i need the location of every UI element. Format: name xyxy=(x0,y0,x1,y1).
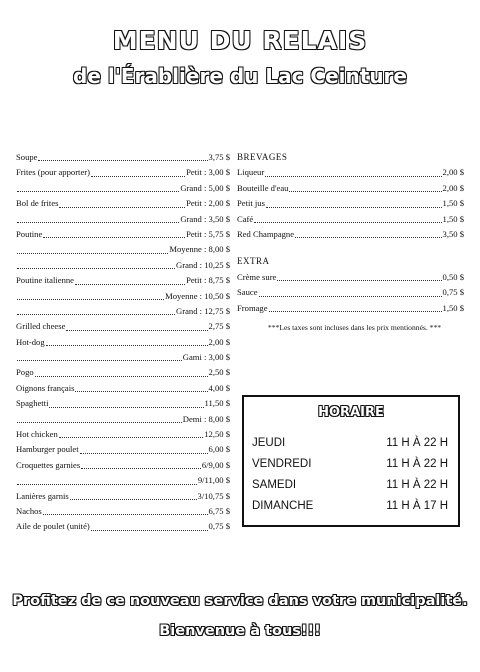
dot-leader xyxy=(269,311,442,312)
menu-item-name: Nachos xyxy=(16,505,42,516)
menu-item-price: 0,75 $ xyxy=(442,287,464,298)
menu-item-size: Grand xyxy=(176,259,198,270)
menu-item-price: 1,50 $ xyxy=(442,198,464,209)
size-separator: : xyxy=(201,244,209,255)
dot-leader xyxy=(17,191,179,192)
menu-item-price: 2,00 $ xyxy=(442,167,464,178)
menu-item-size: Moyenne xyxy=(165,290,198,301)
hours-time: 11 H À 17 H xyxy=(386,500,448,512)
menu-item-name: Oignons français xyxy=(16,382,75,393)
menu-item-name: Poutine xyxy=(16,228,43,239)
menu-item-price: 8,00 $ xyxy=(208,413,230,424)
menu-item-row xyxy=(237,301,464,316)
menu-item-row xyxy=(237,181,464,196)
menu-item-name: Crème sure xyxy=(237,271,277,282)
size-separator: : xyxy=(201,275,209,286)
dot-leader xyxy=(59,207,185,208)
dot-leader xyxy=(91,176,185,177)
size-separator: : xyxy=(201,167,209,178)
menu-item-size: Grand xyxy=(180,182,202,193)
menu-item-name: Sauce xyxy=(237,287,258,298)
hours-row xyxy=(252,458,448,470)
menu-item-row xyxy=(16,304,230,319)
menu-item-name: Spaghetti xyxy=(16,398,49,409)
menu-item-row xyxy=(16,473,230,488)
dot-leader xyxy=(17,268,175,269)
hours-day: JEUDI xyxy=(252,437,286,449)
menu-item-price: 3,75 $ xyxy=(208,151,230,162)
menu-item-row xyxy=(237,165,464,180)
menu-subtitle: de l'Érablière du Lac Ceinture xyxy=(73,64,407,88)
menu-item-name: Hot-dog xyxy=(16,336,45,347)
dot-leader xyxy=(38,160,207,161)
dot-leader xyxy=(17,222,179,223)
menu-item-row xyxy=(16,442,230,457)
menu-title: MENU DU RELAIS xyxy=(112,26,368,55)
menu-item-row xyxy=(16,396,230,411)
dot-leader xyxy=(43,237,185,238)
menu-item-row xyxy=(16,365,230,380)
menu-item-price: 0,75 $ xyxy=(208,521,230,532)
footer-welcome-text: Bienvenue à tous!!! xyxy=(159,623,321,639)
dot-leader xyxy=(266,207,442,208)
drinks-extras-column xyxy=(237,150,464,335)
hours-row xyxy=(252,479,448,491)
hours-box xyxy=(242,395,460,527)
menu-item-name: Hot chicken xyxy=(16,429,58,440)
menu-item-name: Hamburger poulet xyxy=(16,444,79,455)
menu-item-row xyxy=(16,212,230,227)
menu-item-name: Aile de poulet (unité) xyxy=(16,521,90,532)
hours-day: DIMANCHE xyxy=(252,500,314,512)
menu-item-row xyxy=(16,258,230,273)
dot-leader xyxy=(295,237,441,238)
menu-item-name: Bol de frites xyxy=(16,198,59,209)
menu-item-name: Liqueur xyxy=(237,167,265,178)
tax-note: ***Les taxes sont incluses dans les prix mentionnés. *** xyxy=(267,322,442,332)
menu-item-price: 3,50 $ xyxy=(442,228,464,239)
size-separator: : xyxy=(197,305,205,316)
dot-leader xyxy=(17,422,182,423)
hours-row xyxy=(252,500,448,512)
menu-item-name: Pogo xyxy=(16,367,34,378)
menu-item-price: 3/10,75 $ xyxy=(197,490,230,501)
menu-item-price: 9/11,00 $ xyxy=(197,475,230,486)
size-separator: : xyxy=(201,182,209,193)
size-separator: : xyxy=(197,259,205,270)
menu-item-price: 4,00 $ xyxy=(208,382,230,393)
menu-item-price: 8,75 $ xyxy=(208,275,230,286)
dot-leader xyxy=(277,280,441,281)
menu-item-row xyxy=(16,504,230,519)
dot-leader xyxy=(80,453,208,454)
hours-time: 11 H À 22 H xyxy=(386,458,448,470)
hours-row xyxy=(252,437,448,449)
menu-item-price: 2,00 $ xyxy=(442,182,464,193)
dot-leader xyxy=(70,499,197,500)
dot-leader xyxy=(17,484,197,485)
menu-item-price: 11,50 $ xyxy=(204,398,230,409)
menu-item-price: 2,00 $ xyxy=(208,198,230,209)
menu-item-name: Red Champagne xyxy=(237,228,295,239)
menu-item-name: Poutine italienne xyxy=(16,275,74,286)
menu-item-price: 1,50 $ xyxy=(442,213,464,224)
menu-item-name: Grilled cheese xyxy=(16,321,66,332)
dot-leader xyxy=(46,345,208,346)
menu-item-row xyxy=(16,519,230,534)
menu-item-size: Petit xyxy=(186,198,202,209)
menu-item-size: Gami xyxy=(182,352,202,363)
menu-item-size: Grand xyxy=(180,213,202,224)
menu-item-price: 12,75 $ xyxy=(204,305,230,316)
menu-item-price: 3,00 $ xyxy=(208,167,230,178)
menu-item-size: Demi xyxy=(182,413,202,424)
menu-item-price: 2,00 $ xyxy=(208,336,230,347)
dot-leader xyxy=(75,391,207,392)
menu-item-row xyxy=(16,350,230,365)
dot-leader xyxy=(75,284,185,285)
menu-item-size: Grand xyxy=(176,305,198,316)
menu-item-name: Bouteille d'eau xyxy=(237,182,289,193)
menu-item-price: 0,50 $ xyxy=(442,271,464,282)
hours-time: 11 H À 22 H xyxy=(386,437,448,449)
menu-item-price: 6,00 $ xyxy=(208,444,230,455)
menu-item-row xyxy=(16,319,230,334)
hours-title: HORAIRE xyxy=(318,405,384,420)
food-menu-list xyxy=(16,150,230,535)
dot-leader xyxy=(43,514,208,515)
dot-leader xyxy=(17,314,175,315)
extras-list xyxy=(237,270,464,316)
menu-item-price: 12,50 $ xyxy=(204,429,230,440)
dot-leader xyxy=(259,296,442,297)
menu-item-size: Petit xyxy=(186,167,202,178)
dot-leader xyxy=(66,330,207,331)
menu-item-price: 1,50 $ xyxy=(442,302,464,313)
dot-leader xyxy=(35,376,208,377)
dot-leader xyxy=(265,176,441,177)
drinks-heading: BREVAGES xyxy=(237,151,288,162)
menu-item-row xyxy=(16,489,230,504)
menu-item-name: Soupe xyxy=(16,151,38,162)
dot-leader xyxy=(17,299,164,300)
menu-item-price: 10,25 $ xyxy=(204,259,230,270)
dot-leader xyxy=(49,407,203,408)
menu-item-name: Croquettes garnies xyxy=(16,459,81,470)
size-separator: : xyxy=(201,413,209,424)
dot-leader xyxy=(91,530,208,531)
footer-promo-text: Profitez de ce nouveau service dans votre municipalité. xyxy=(12,593,468,609)
menu-item-row xyxy=(237,227,464,242)
menu-item-price: 8,00 $ xyxy=(208,244,230,255)
size-separator: : xyxy=(201,352,209,363)
menu-item-price: 3,00 $ xyxy=(208,352,230,363)
menu-item-row xyxy=(16,273,230,288)
menu-item-row xyxy=(16,196,230,211)
menu-item-row xyxy=(16,289,230,304)
menu-item-price: 6,75 $ xyxy=(208,505,230,516)
menu-item-size: Petit xyxy=(186,228,202,239)
menu-item-row xyxy=(16,150,230,165)
extras-heading: EXTRA xyxy=(237,256,270,267)
dot-leader xyxy=(59,437,203,438)
menu-item-row xyxy=(16,335,230,350)
menu-item-name: Frites (pour apporter) xyxy=(16,167,90,178)
menu-item-name: Fromage xyxy=(237,302,268,313)
menu-item-name: Café xyxy=(237,213,254,224)
menu-item-size: Petit xyxy=(186,275,202,286)
menu-item-price: 3,50 $ xyxy=(208,213,230,224)
dot-leader xyxy=(17,253,168,254)
menu-item-row xyxy=(16,412,230,427)
dot-leader xyxy=(254,222,441,223)
size-separator: : xyxy=(197,290,205,301)
hours-time: 11 H À 22 H xyxy=(386,479,448,491)
menu-item-size: Moyenne xyxy=(169,244,202,255)
menu-item-row xyxy=(16,381,230,396)
dot-leader xyxy=(289,191,441,192)
menu-item-price: 5,00 $ xyxy=(208,182,230,193)
dot-leader xyxy=(81,468,201,469)
hours-day: SAMEDI xyxy=(252,479,297,491)
menu-item-price: 5,75 $ xyxy=(208,228,230,239)
menu-item-row xyxy=(16,427,230,442)
size-separator: : xyxy=(201,213,209,224)
menu-item-name: Lanières garnis xyxy=(16,490,69,501)
drinks-list xyxy=(237,165,464,242)
menu-item-row xyxy=(237,196,464,211)
menu-item-row xyxy=(16,227,230,242)
menu-item-price: 10,50 $ xyxy=(204,290,230,301)
menu-item-name: Petit jus xyxy=(237,198,265,209)
size-separator: : xyxy=(201,228,209,239)
menu-item-price: 2,50 $ xyxy=(208,367,230,378)
menu-item-row xyxy=(237,212,464,227)
menu-item-row xyxy=(237,285,464,300)
menu-item-price: 2,75 $ xyxy=(208,321,230,332)
menu-item-row xyxy=(16,165,230,180)
menu-item-price: 6/9,00 $ xyxy=(201,459,230,470)
dot-leader xyxy=(17,360,182,361)
menu-item-row xyxy=(237,270,464,285)
menu-item-row xyxy=(16,181,230,196)
menu-item-row xyxy=(16,242,230,257)
menu-item-row xyxy=(16,458,230,473)
size-separator: : xyxy=(201,198,209,209)
hours-day: VENDREDI xyxy=(252,458,312,470)
